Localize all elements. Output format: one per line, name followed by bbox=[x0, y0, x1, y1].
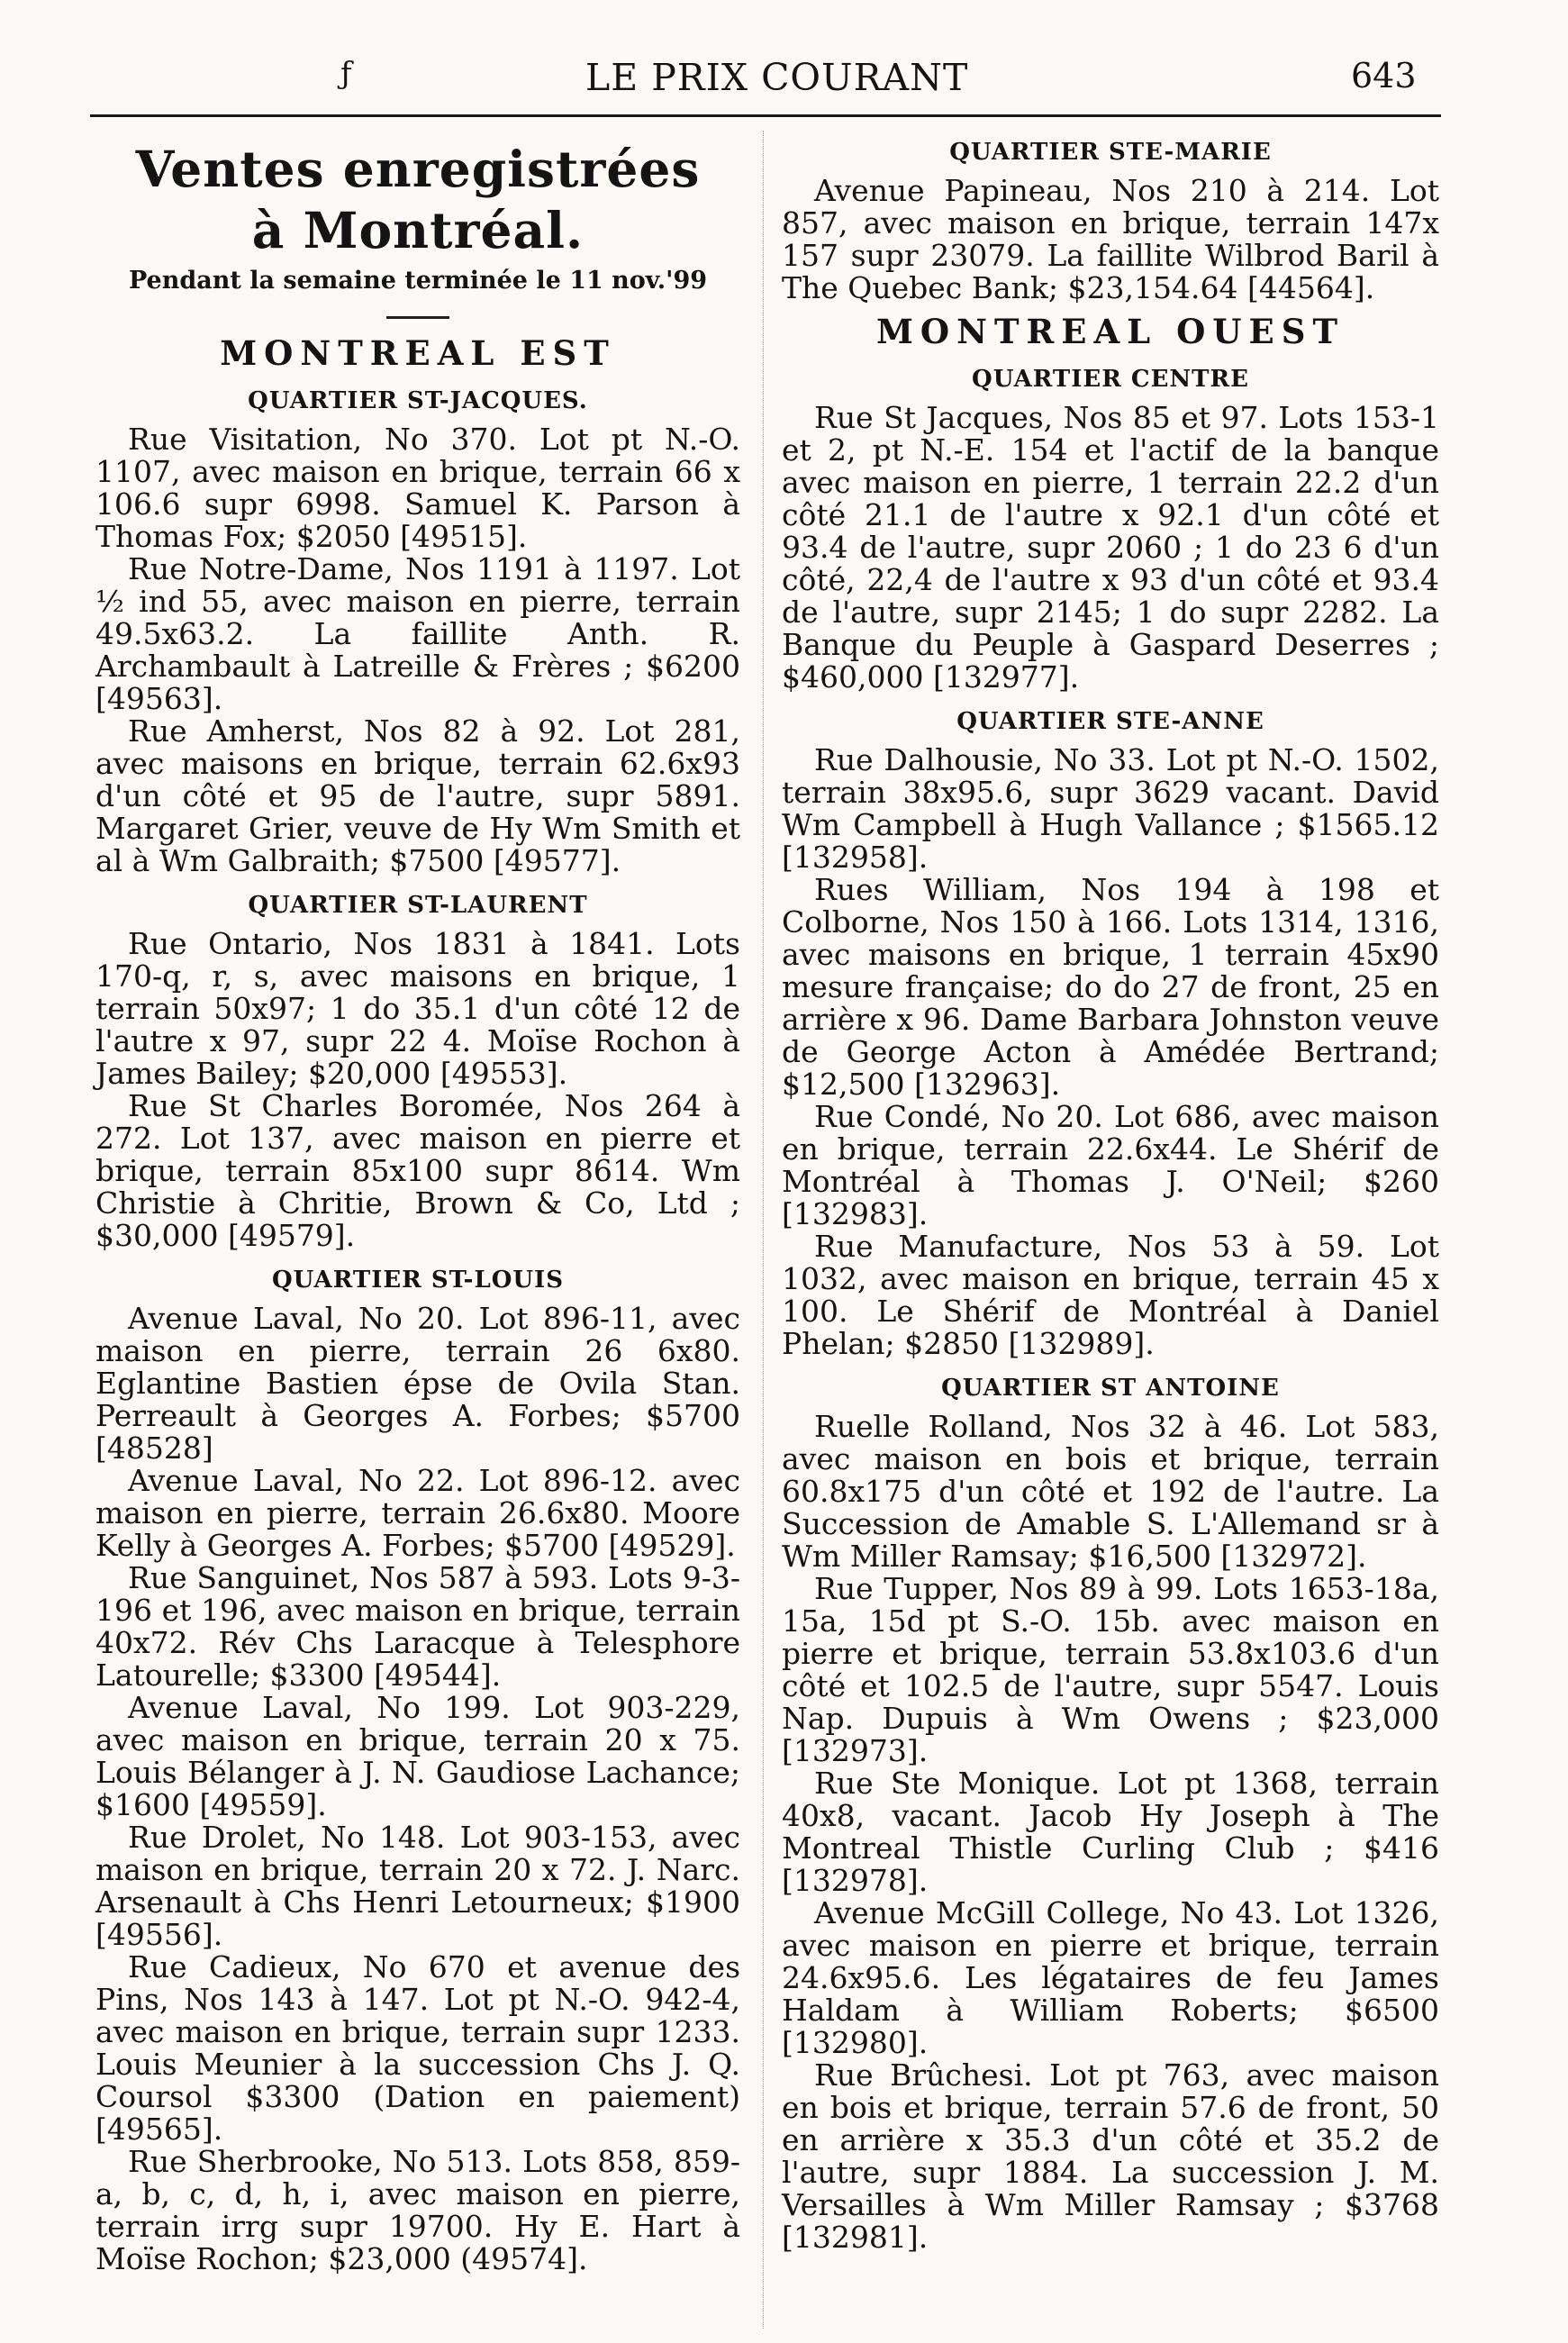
right-column bbox=[782, 135, 1439, 2254]
quarter-heading: QUARTIER ST-JACQUES. bbox=[248, 387, 588, 414]
sale-entry: Avenue McGill College, No 43. Lot 1326, avec maison en pierre et brique, terrain 24.6x95.6. Les légataires de feu James Haldam à William Roberts; $6500 [132980]. bbox=[782, 1895, 1439, 2060]
quarter-group-centre bbox=[782, 366, 1439, 694]
section-heading-montreal-ouest: MONTREAL OUEST bbox=[875, 312, 1346, 351]
quarter-group-ste-marie bbox=[782, 139, 1439, 304]
sale-entry: Rue Drolet, No 148. Lot 903-153, avec maison en brique, terrain 20 x 72. J. Narc. Arsenault à Chs Henri Letourneux; $1900 [49556]. bbox=[95, 1820, 740, 1952]
header-rule bbox=[90, 114, 1441, 117]
sale-entry: Rue Brûchesi. Lot pt 763, avec maison en bois et brique, terrain 57.6 de front, 50 en arrière x 35.3 d'un côté et 35.2 de l'autre, supr 1884. La succession J. M. Versailles à Wm Miller Ramsay ; $3768 [132981]. bbox=[782, 2057, 1439, 2255]
sale-entry: Rue Cadieux, No 670 et avenue des Pins, Nos 143 à 147. Lot pt N.-O. 942-4, avec maison en brique, terrain supr 1233. Louis Meunier à la succession Chs J. Q. Coursol $3300 (Dation en paiement) [49565]. bbox=[95, 1949, 740, 2147]
left-column bbox=[95, 135, 740, 2275]
running-header bbox=[90, 52, 1441, 106]
sale-entry: Rue Condé, No 20. Lot 686, avec maison en brique, terrain 22.6x44. Le Shérif de Montréal à Thomas J. O'Neil; $260 [132983]. bbox=[782, 1099, 1439, 1231]
sale-entry: Rue Ste Monique. Lot pt 1368, terrain 40x8, vacant. Jacob Hy Joseph à The Montreal Thistle Curling Club ; $416 [132978]. bbox=[782, 1766, 1439, 1898]
sale-entry: Ruelle Rolland, Nos 32 à 46. Lot 583, avec maison en bois et brique, terrain 60.8x175 d'un côté et 192 de l'autre. La Succession de Amable S. L'Allemand sr à Wm Miller Ramsay; $16,500 [132972]. bbox=[782, 1409, 1439, 1574]
column-separator bbox=[763, 131, 764, 2329]
quarter-heading: QUARTIER ST-LAURENT bbox=[248, 892, 588, 919]
sale-entry: Avenue Laval, No 20. Lot 896-11, avec maison en pierre, terrain 26 6x80. Eglantine Bastien épse de Ovila Stan. Perreault à Georges A. Forbes; $5700 [48528] bbox=[95, 1301, 740, 1466]
quarter-group-st-laurent bbox=[95, 892, 740, 1252]
title-rule bbox=[386, 316, 449, 319]
quarter-group-st-louis bbox=[95, 1267, 740, 2275]
sale-entry: Rues William, Nos 194 à 198 et Colborne, Nos 150 à 166. Lots 1314, 1316, avec maisons en brique, 1 terrain 45x90 mesure française; do do 27 de front, 25 en arrière x 96. Dame Barbara Johnston veuve de George Acton à Amédée Bertrand; $12,500 [132963]. bbox=[782, 872, 1439, 1102]
sale-entry: Rue Sanguinet, Nos 587 à 593. Lots 9-3-196 et 196, avec maison en brique, terrain 40x72. Rév Chs Laracque à Telesphore Latourelle; $3300 [49544]. bbox=[95, 1560, 740, 1693]
publication-title: LE PRIX COURANT bbox=[585, 56, 969, 99]
sale-entry: Avenue Laval, No 199. Lot 903-229, avec maison en brique, terrain 20 x 75. Louis Bélanger à J. N. Gaudiose Lachance; $1600 [49559]. bbox=[95, 1690, 740, 1822]
quarter-heading: QUARTIER CENTRE bbox=[972, 366, 1249, 393]
quarter-heading: QUARTIER ST-LOUIS bbox=[272, 1267, 564, 1294]
quarter-heading: QUARTIER ST ANTOINE bbox=[941, 1375, 1280, 1402]
sale-entry: Avenue Laval, No 22. Lot 896-12. avec maison en pierre, terrain 26.6x80. Moore Kelly à Georges A. Forbes; $5700 [49529]. bbox=[95, 1463, 740, 1563]
sale-entry: Avenue Papineau, Nos 210 à 214. Lot 857, avec maison en brique, terrain 147x 157 supr 23079. La faillite Wilbrod Baril à The Quebec Bank; $23,154.64 [44564]. bbox=[782, 173, 1439, 305]
date-line: Pendant la semaine terminée le 11 nov.'99 bbox=[128, 267, 708, 295]
quarter-heading: QUARTIER STE-ANNE bbox=[956, 708, 1264, 735]
article-title-line-1: Ventes enregistrées bbox=[135, 140, 701, 198]
sale-entry: Rue St Jacques, Nos 85 et 97. Lots 153-1 et 2, pt N.-E. 154 et l'actif de la banque avec maison en pierre, 1 terrain 22.2 d'un côté 21.1 de l'autre x 92.1 d'un côté et 93.4 de l'autre, supr 2060 ; 1 do 23 6 d'un côté, 22,4 de l'autre x 93 d'un côté et 93.4 de l'autre, supr 2145; 1 do supr 2282. La Banque du Peuple à Gaspard Deserres ; $460,000 [132977]. bbox=[782, 400, 1439, 695]
sale-entry: Rue Dalhousie, No 33. Lot pt N.-O. 1502, terrain 38x95.6, supr 3629 vacant. David Wm Campbell à Hugh Vallance ; $1565.12 [132958]. bbox=[782, 742, 1439, 875]
sale-entry: Rue Visitation, No 370. Lot pt N.-O. 1107, avec maison en brique, terrain 66 x 106.6 supr 6998. Samuel K. Parson à Thomas Fox; $2050 [49515]. bbox=[95, 422, 740, 554]
quarter-group-ste-anne bbox=[782, 708, 1439, 1360]
quarter-heading: QUARTIER STE-MARIE bbox=[949, 139, 1272, 166]
article-title-line-2: à Montréal. bbox=[251, 201, 585, 259]
print-mark: ƒ bbox=[340, 56, 352, 92]
sale-entry: Rue Ontario, Nos 1831 à 1841. Lots 170-q, r, s, avec maisons en brique, 1 terrain 50x97; 1 do 35.1 d'un côté 12 de l'autre x 97, supr 22 4. Moïse Rochon à James Bailey; $20,000 [49553]. bbox=[95, 926, 740, 1091]
article-title bbox=[95, 139, 740, 261]
sale-entry: Rue Sherbrooke, No 513. Lots 858, 859-a, b, c, d, h, i, avec maison en pierre, terrain irrg supr 19700. Hy E. Hart à Moïse Rochon; $23,000 (49574]. bbox=[95, 2144, 740, 2276]
sale-entry: Rue Notre-Dame, Nos 1191 à 1197. Lot ½ ind 55, avec maison en pierre, terrain 49.5x63.2. La faillite Anth. R. Archambault à Latreille & Frères ; $6200 [49563]. bbox=[95, 551, 740, 716]
sale-entry: Rue St Charles Boromée, Nos 264 à 272. Lot 137, avec maison en pierre et brique, terrain 85x100 supr 8614. Wm Christie à Chritie, Brown & Co, Ltd ; $30,000 [49579]. bbox=[95, 1088, 740, 1253]
sale-entry: Rue Manufacture, Nos 53 à 59. Lot 1032, avec maison en brique, terrain 45 x 100. Le Shérif de Montréal à Daniel Phelan; $2850 [132989]. bbox=[782, 1229, 1439, 1361]
page-number: 643 bbox=[1351, 56, 1417, 95]
section-heading-montreal-est: MONTREAL EST bbox=[220, 333, 616, 373]
sale-entry: Rue Amherst, Nos 82 à 92. Lot 281, avec maisons en brique, terrain 62.6x93 d'un côté et 95 de l'autre, supr 5891. Margaret Grier, veuve de Hy Wm Smith et al à Wm Galbraith; $7500 [49577]. bbox=[95, 713, 740, 878]
quarter-group-st-jacques bbox=[95, 387, 740, 877]
quarter-group-st-antoine bbox=[782, 1375, 1439, 2254]
sale-entry: Rue Tupper, Nos 89 à 99. Lots 1653-18a, 15a, 15d pt S.-O. 15b. avec maison en pierre et brique, terrain 53.8x103.6 d'un côté et 102.5 de l'autre, supr 5547. Louis Nap. Dupuis à Wm Owens ; $23,000 [132973]. bbox=[782, 1571, 1439, 1768]
